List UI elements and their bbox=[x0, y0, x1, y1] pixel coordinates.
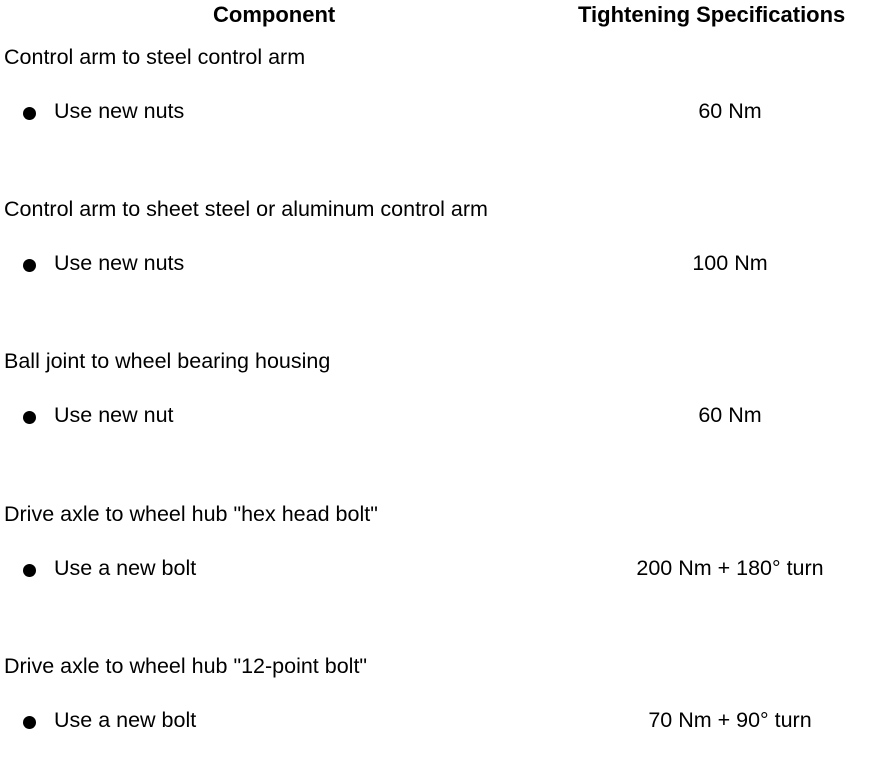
component-name: Drive axle to wheel hub "hex head bolt" bbox=[4, 502, 378, 526]
torque-value: 60 Nm bbox=[698, 99, 762, 123]
component-name: Ball joint to wheel bearing housing bbox=[4, 349, 331, 373]
torque-value: 70 Nm + 90° turn bbox=[648, 708, 812, 732]
torque-value: 100 Nm bbox=[692, 251, 768, 275]
component-note: Use new nut bbox=[54, 403, 174, 427]
component-note: Use a new bolt bbox=[54, 708, 197, 732]
header-component: Component bbox=[213, 2, 336, 27]
component-name: Control arm to sheet steel or aluminum control arm bbox=[4, 197, 488, 221]
torque-value: 60 Nm bbox=[698, 403, 762, 427]
component-note: Use new nuts bbox=[54, 251, 185, 275]
bullet-icon bbox=[23, 716, 36, 729]
spec-row bbox=[0, 44, 896, 164]
bullet-icon bbox=[23, 259, 36, 272]
spec-row bbox=[0, 653, 896, 773]
component-name: Control arm to steel control arm bbox=[4, 45, 306, 69]
bullet-icon bbox=[23, 411, 36, 424]
bullet-icon bbox=[23, 107, 36, 120]
component-name: Drive axle to wheel hub "12-point bolt" bbox=[4, 654, 368, 678]
component-note: Use new nuts bbox=[54, 99, 185, 123]
bullet-icon bbox=[23, 564, 36, 577]
spec-row bbox=[0, 501, 896, 621]
spec-row bbox=[0, 196, 896, 316]
torque-value: 200 Nm + 180° turn bbox=[636, 556, 824, 580]
spec-row bbox=[0, 348, 896, 468]
header-tightening-specifications: Tightening Specifications bbox=[578, 2, 846, 27]
component-note: Use a new bolt bbox=[54, 556, 197, 580]
